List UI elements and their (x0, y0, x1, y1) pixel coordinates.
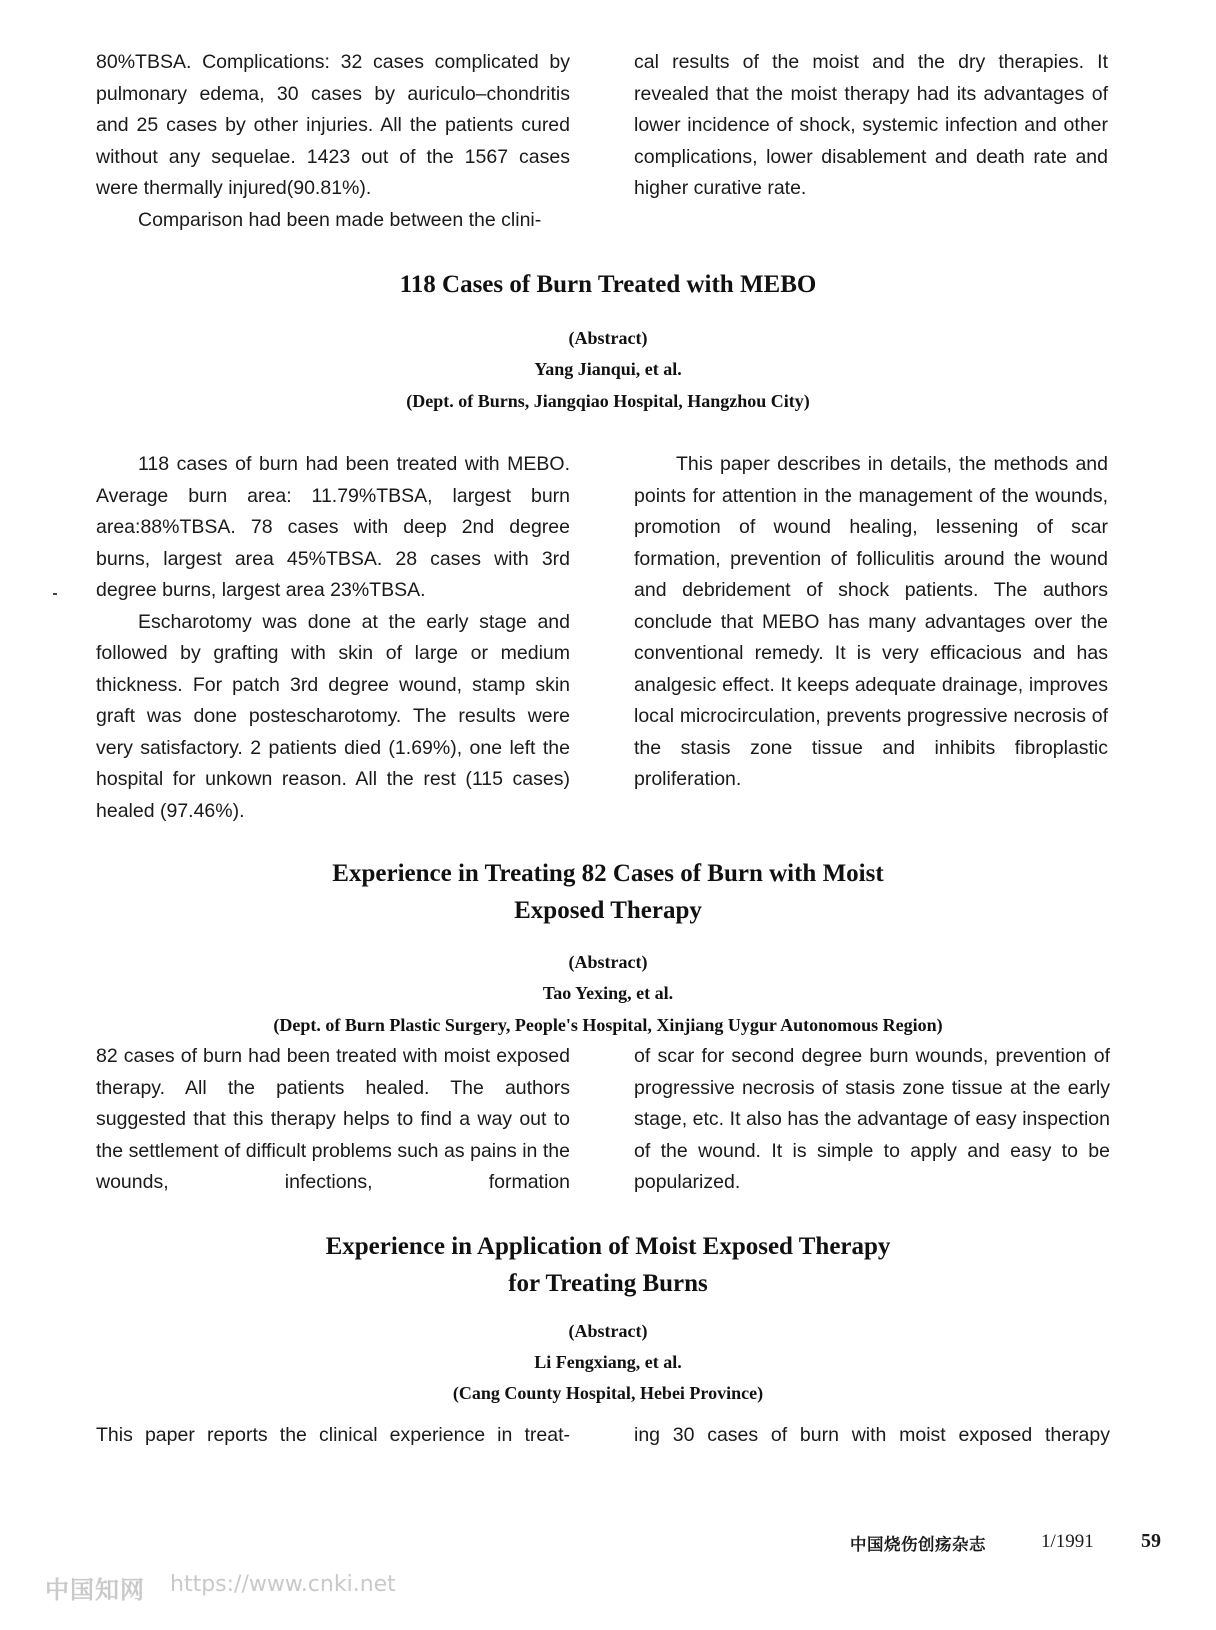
cnki-logo: 中国知网 (45, 1576, 145, 1604)
title-line: Experience in Treating 82 Cases of Burn with Moist (332, 860, 884, 887)
article-title (0, 855, 1216, 929)
margin-mark (53, 593, 57, 595)
article-left-column (96, 449, 570, 827)
paragraph: of scar for second degree burn wounds, prevention of progressive necrosis of stasis zone tissue at the early stage, etc. It also has the advantage of easy inspection of the wound. It is simple to apply and easy to be popularized. (634, 1045, 1110, 1193)
abstract-label: (Abstract) (568, 1321, 648, 1341)
paragraph: 80%TBSA. Complications: 32 cases complicated by pulmonary edema, 30 cases by auriculo–chondritis and 25 cases by other injuries. All the patients cured without any sequelae. 1423 out of the 1567 cases were thermally injured(90.81%). (96, 51, 570, 199)
paragraph: cal results of the moist and the dry therapies. It revealed that the moist therapy had its advantages of lower incidence of shock, systemic infection and other complications, lower disablement and death rate and higher curative rate. (634, 51, 1108, 199)
paragraph: Comparison had been made between the clini- (138, 208, 542, 231)
paragraph: 82 cases of burn had been treated with moist exposed therapy. All the patients healed. The authors suggested that this therapy helps to find a way out to the settlement of difficult problems such as pains in the wounds, infections, formation (96, 1045, 570, 1193)
article-right-column (634, 1041, 1110, 1199)
title-line: Exposed Therapy (514, 897, 702, 924)
paragraph: This paper reports the clinical experience in treat- (96, 1424, 570, 1446)
article-affiliation: (Dept. of Burn Plastic Surgery, People's Hospital, Xinjiang Uygur Autonomous Region) (273, 1015, 943, 1035)
paragraph: ing 30 cases of burn with moist exposed therapy (634, 1424, 1110, 1446)
article-authors: Tao Yexing, et al. (542, 983, 674, 1003)
abstract-label: (Abstract) (568, 952, 648, 972)
top-left-column (96, 47, 570, 236)
paragraph: This paper describes in details, the methods and points for attention in the management of the wounds, promotion of wound healing, lessening of scar formation, prevention of folliculitis around the wound and debridement of shock patients. The authors conclude that MEBO has many advantages over the conventional remedy. It is very efficacious and has analgesic effect. It keeps adequate drainage, improves local microcirculation, prevents progressive necrosis of the stasis zone tissue and inhibits fibroplastic proliferation. (634, 453, 1108, 790)
abstract-label: (Abstract) (568, 328, 648, 348)
article-title (0, 1228, 1216, 1302)
top-right-column (634, 47, 1108, 205)
title-line: 118 Cases of Burn Treated with MEBO (399, 271, 817, 298)
article-affiliation: (Cang County Hospital, Hebei Province) (452, 1383, 764, 1403)
article-right-column (634, 1420, 1110, 1452)
article-title (0, 266, 1216, 303)
article-left-column (96, 1420, 570, 1452)
journal-name: 中国烧伤创疡杂志 (850, 1535, 986, 1554)
article-left-column (96, 1041, 570, 1199)
page-number: 59 (1141, 1530, 1161, 1552)
article-authors: Li Fengxiang, et al. (534, 1352, 682, 1372)
paragraph: 118 cases of burn had been treated with MEBO. Average burn area: 11.79%TBSA, largest burn area:88%TBSA. 78 cases with deep 2nd degree burns, largest area 45%TBSA. 28 cases with 3rd degree burns, largest area 23%TBSA. (96, 453, 570, 601)
paragraph: Escharotomy was done at the early stage and followed by grafting with skin of large or medium thickness. For patch 3rd degree wound, stamp skin graft was done postescharotomy. The results were very satisfactory. 2 patients died (1.69%), one left the hospital for unkown reason. All the rest (115 cases) healed (97.46%). (96, 610, 570, 822)
title-line: for Treating Burns (508, 1270, 708, 1297)
title-line: Experience in Application of Moist Exposed Therapy (325, 1233, 891, 1260)
cnki-url: https://www.cnki.net (170, 1572, 396, 1597)
article-right-column (634, 449, 1108, 796)
issue-number: 1/1991 (1041, 1531, 1094, 1552)
article-affiliation: (Dept. of Burns, Jiangqiao Hospital, Hangzhou City) (406, 391, 810, 411)
article-authors: Yang Jianqui, et al. (534, 359, 682, 379)
